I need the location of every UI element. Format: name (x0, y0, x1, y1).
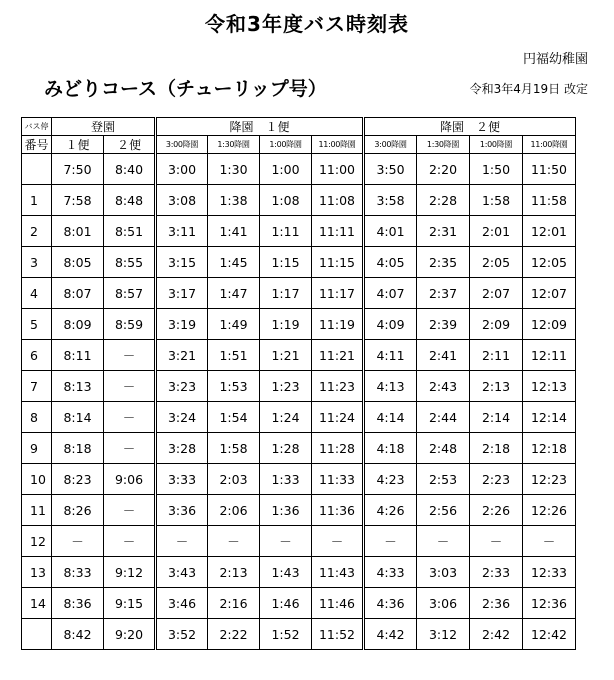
time-cell: 2:07 (470, 278, 523, 309)
time-cell: 3:08 (156, 185, 208, 216)
time-cell: 12:07 (523, 278, 576, 309)
stop-number: 4 (22, 278, 52, 309)
sub-header: 3:00降園 (364, 136, 417, 154)
table-row (22, 247, 576, 278)
table-row (22, 464, 576, 495)
time-cell: 1:51 (208, 340, 260, 371)
table-row (22, 371, 576, 402)
time-cell: 1:08 (260, 185, 312, 216)
time-cell: 1:23 (260, 371, 312, 402)
stop-number: 6 (22, 340, 52, 371)
course-name: みどりコース（チューリップ号） (44, 78, 327, 100)
time-cell: 1:11 (260, 216, 312, 247)
time-cell: 2:39 (417, 309, 470, 340)
time-cell: 4:01 (364, 216, 417, 247)
time-cell: 8:14 (52, 402, 104, 433)
time-cell: 3:52 (156, 619, 208, 650)
time-cell: 7:50 (52, 154, 104, 185)
table-row (22, 402, 576, 433)
time-cell: 8:59 (104, 309, 156, 340)
time-cell: 3:43 (156, 557, 208, 588)
time-cell: 1:46 (260, 588, 312, 619)
time-cell: 3:15 (156, 247, 208, 278)
sub-header: 1:30降園 (208, 136, 260, 154)
sub-header: １便 (52, 136, 104, 154)
time-cell: 11:17 (312, 278, 364, 309)
time-cell: 8:42 (52, 619, 104, 650)
time-cell: 2:44 (417, 402, 470, 433)
group-header-departure-2: 降園 ２便 (364, 118, 576, 136)
stop-number: 5 (22, 309, 52, 340)
time-cell: 2:53 (417, 464, 470, 495)
time-cell: 7:58 (52, 185, 104, 216)
time-cell: 12:05 (523, 247, 576, 278)
time-cell: 1:52 (260, 619, 312, 650)
time-cell: 3:21 (156, 340, 208, 371)
time-cell: 2:01 (470, 216, 523, 247)
time-cell: 12:11 (523, 340, 576, 371)
table-row (22, 433, 576, 464)
time-cell: － (104, 340, 156, 371)
time-cell: 1:28 (260, 433, 312, 464)
time-cell: 1:53 (208, 371, 260, 402)
time-cell: 12:23 (523, 464, 576, 495)
time-cell: 2:42 (470, 619, 523, 650)
time-cell: 2:26 (470, 495, 523, 526)
time-cell: 8:51 (104, 216, 156, 247)
table-row (22, 588, 576, 619)
time-cell: 9:20 (104, 619, 156, 650)
time-cell: 1:58 (470, 185, 523, 216)
time-cell: 1:41 (208, 216, 260, 247)
time-cell: 2:13 (208, 557, 260, 588)
stop-number: 11 (22, 495, 52, 526)
time-cell: 3:50 (364, 154, 417, 185)
table-row (22, 526, 576, 557)
time-cell: 12:26 (523, 495, 576, 526)
table-row (22, 154, 576, 185)
time-cell: 8:40 (104, 154, 156, 185)
time-cell: 12:33 (523, 557, 576, 588)
time-cell: 11:58 (523, 185, 576, 216)
time-cell: 4:11 (364, 340, 417, 371)
time-cell: 3:36 (156, 495, 208, 526)
time-cell: 1:38 (208, 185, 260, 216)
time-cell: 4:09 (364, 309, 417, 340)
time-cell: 2:23 (470, 464, 523, 495)
timetable (21, 117, 576, 650)
time-cell: 2:18 (470, 433, 523, 464)
time-cell: 12:14 (523, 402, 576, 433)
time-cell: 3:23 (156, 371, 208, 402)
time-cell: 2:16 (208, 588, 260, 619)
sub-header: 1:00降園 (260, 136, 312, 154)
time-cell: 2:28 (417, 185, 470, 216)
time-cell: 8:18 (52, 433, 104, 464)
time-cell: 3:17 (156, 278, 208, 309)
time-cell: 11:28 (312, 433, 364, 464)
time-cell: － (104, 495, 156, 526)
time-cell: 3:00 (156, 154, 208, 185)
sub-header: 1:30降園 (417, 136, 470, 154)
time-cell: 4:42 (364, 619, 417, 650)
time-cell: － (364, 526, 417, 557)
stop-number: 1 (22, 185, 52, 216)
time-cell: 11:46 (312, 588, 364, 619)
stop-number: 14 (22, 588, 52, 619)
time-cell: 11:08 (312, 185, 364, 216)
time-cell: 3:03 (417, 557, 470, 588)
time-cell: 9:06 (104, 464, 156, 495)
time-cell: － (104, 371, 156, 402)
table-row (22, 216, 576, 247)
time-cell: 12:01 (523, 216, 576, 247)
revision-date: 令和3年4月19日 改定 (469, 82, 588, 96)
time-cell: 1:54 (208, 402, 260, 433)
time-cell: 9:15 (104, 588, 156, 619)
time-cell: 1:50 (470, 154, 523, 185)
time-cell: 2:43 (417, 371, 470, 402)
time-cell: 2:31 (417, 216, 470, 247)
time-cell: 3:12 (417, 619, 470, 650)
time-cell: 11:36 (312, 495, 364, 526)
time-cell: 2:33 (470, 557, 523, 588)
organization-name: 円福幼稚園 (522, 52, 588, 67)
stop-number: 13 (22, 557, 52, 588)
time-cell: 4:18 (364, 433, 417, 464)
sub-header: 1:00降園 (470, 136, 523, 154)
time-cell: － (52, 526, 104, 557)
time-cell: 2:56 (417, 495, 470, 526)
time-cell: 2:35 (417, 247, 470, 278)
time-cell: 1:58 (208, 433, 260, 464)
time-cell: 1:33 (260, 464, 312, 495)
time-cell: 12:18 (523, 433, 576, 464)
time-cell: 1:00 (260, 154, 312, 185)
time-cell: 11:21 (312, 340, 364, 371)
time-cell: － (104, 526, 156, 557)
time-cell: 11:23 (312, 371, 364, 402)
header-row-groups (22, 118, 576, 136)
table-row (22, 557, 576, 588)
time-cell: 11:24 (312, 402, 364, 433)
time-cell: 8:05 (52, 247, 104, 278)
time-cell: 3:24 (156, 402, 208, 433)
time-cell: 8:26 (52, 495, 104, 526)
time-cell: 1:49 (208, 309, 260, 340)
time-cell: 11:00 (312, 154, 364, 185)
time-cell: 12:42 (523, 619, 576, 650)
stop-label-bottom: 番号 (22, 136, 52, 154)
time-cell: － (417, 526, 470, 557)
time-cell: 1:45 (208, 247, 260, 278)
time-cell: 4:23 (364, 464, 417, 495)
table-row (22, 340, 576, 371)
timetable-body (22, 154, 576, 650)
time-cell: 2:37 (417, 278, 470, 309)
time-cell: 11:52 (312, 619, 364, 650)
time-cell: 1:15 (260, 247, 312, 278)
time-cell: 4:05 (364, 247, 417, 278)
table-row (22, 309, 576, 340)
time-cell: 2:09 (470, 309, 523, 340)
time-cell: 8:09 (52, 309, 104, 340)
time-cell: 2:48 (417, 433, 470, 464)
time-cell: － (260, 526, 312, 557)
group-header-departure-1: 降園 １便 (156, 118, 364, 136)
table-row (22, 619, 576, 650)
header-row-subs (22, 136, 576, 154)
time-cell: 4:14 (364, 402, 417, 433)
time-cell: 4:26 (364, 495, 417, 526)
time-cell: 12:09 (523, 309, 576, 340)
time-cell: － (104, 433, 156, 464)
time-cell: 2:22 (208, 619, 260, 650)
time-cell: 8:57 (104, 278, 156, 309)
table-row (22, 495, 576, 526)
time-cell: 4:36 (364, 588, 417, 619)
time-cell: 4:33 (364, 557, 417, 588)
stop-number (22, 154, 52, 185)
stop-number: 8 (22, 402, 52, 433)
time-cell: 4:07 (364, 278, 417, 309)
time-cell: 3:28 (156, 433, 208, 464)
time-cell: － (156, 526, 208, 557)
time-cell: 2:14 (470, 402, 523, 433)
time-cell: 8:55 (104, 247, 156, 278)
time-cell: 12:36 (523, 588, 576, 619)
time-cell: 3:33 (156, 464, 208, 495)
time-cell: 11:19 (312, 309, 364, 340)
time-cell: 1:36 (260, 495, 312, 526)
stop-number: 3 (22, 247, 52, 278)
time-cell: 1:30 (208, 154, 260, 185)
stop-label-top: バス停 (22, 118, 52, 136)
stop-number: 2 (22, 216, 52, 247)
time-cell: 2:03 (208, 464, 260, 495)
table-row (22, 278, 576, 309)
time-cell: － (208, 526, 260, 557)
sub-header: 3:00降園 (156, 136, 208, 154)
time-cell: 3:19 (156, 309, 208, 340)
time-cell: 12:13 (523, 371, 576, 402)
time-cell: 2:05 (470, 247, 523, 278)
time-cell: 2:11 (470, 340, 523, 371)
time-cell: 1:43 (260, 557, 312, 588)
sub-header: ２便 (104, 136, 156, 154)
time-cell: 8:23 (52, 464, 104, 495)
page-title: 令和3年度バス時刻表 (205, 12, 409, 36)
time-cell: 11:50 (523, 154, 576, 185)
time-cell: 3:11 (156, 216, 208, 247)
time-cell: 11:43 (312, 557, 364, 588)
table-row (22, 185, 576, 216)
stop-number (22, 619, 52, 650)
time-cell: 1:24 (260, 402, 312, 433)
time-cell: 2:36 (470, 588, 523, 619)
time-cell: 2:20 (417, 154, 470, 185)
time-cell: 3:58 (364, 185, 417, 216)
time-cell: － (470, 526, 523, 557)
time-cell: 11:33 (312, 464, 364, 495)
time-cell: 4:13 (364, 371, 417, 402)
time-cell: 9:12 (104, 557, 156, 588)
time-cell: － (104, 402, 156, 433)
stop-number: 9 (22, 433, 52, 464)
time-cell: 8:11 (52, 340, 104, 371)
time-cell: － (312, 526, 364, 557)
time-cell: 1:21 (260, 340, 312, 371)
time-cell: 8:07 (52, 278, 104, 309)
time-cell: 3:06 (417, 588, 470, 619)
time-cell: 1:19 (260, 309, 312, 340)
time-cell: 2:06 (208, 495, 260, 526)
time-cell: 1:47 (208, 278, 260, 309)
time-cell: 11:11 (312, 216, 364, 247)
sub-header: 11:00降園 (523, 136, 576, 154)
time-cell: 8:33 (52, 557, 104, 588)
time-cell: 8:36 (52, 588, 104, 619)
time-cell: 2:13 (470, 371, 523, 402)
sub-header: 11:00降園 (312, 136, 364, 154)
time-cell: 3:46 (156, 588, 208, 619)
time-cell: － (523, 526, 576, 557)
time-cell: 8:01 (52, 216, 104, 247)
time-cell: 1:17 (260, 278, 312, 309)
stop-number: 7 (22, 371, 52, 402)
time-cell: 8:13 (52, 371, 104, 402)
group-header-arrival: 登園 (52, 118, 156, 136)
stop-number: 12 (22, 526, 52, 557)
stop-number: 10 (22, 464, 52, 495)
time-cell: 2:41 (417, 340, 470, 371)
time-cell: 8:48 (104, 185, 156, 216)
time-cell: 11:15 (312, 247, 364, 278)
